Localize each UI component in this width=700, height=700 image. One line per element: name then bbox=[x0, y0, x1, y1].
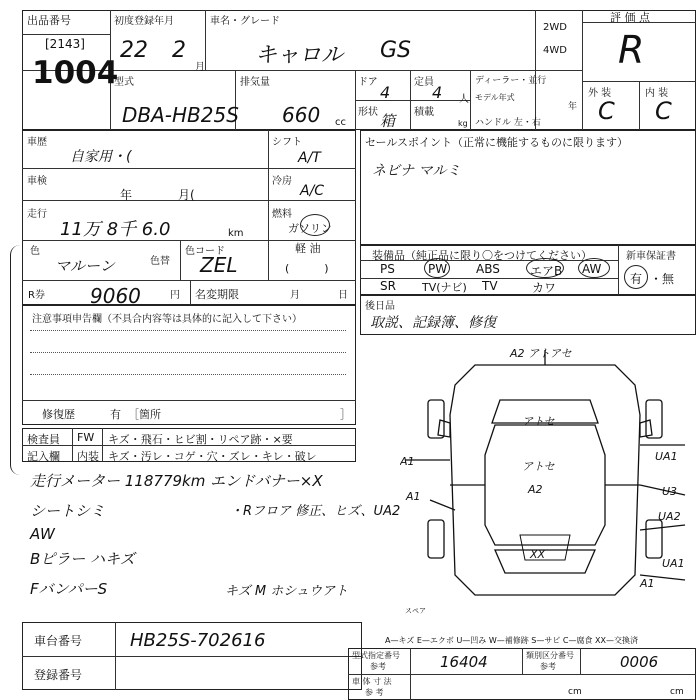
cc-unit: cc bbox=[335, 117, 346, 128]
load-label: 積載 bbox=[414, 107, 434, 118]
cm-unit-1: cm bbox=[568, 687, 582, 697]
type-label: 型式 bbox=[114, 77, 134, 88]
diagram-label-11: UA1 bbox=[662, 557, 685, 570]
repair-suffix: ［箇所 bbox=[128, 408, 161, 421]
fuel-label: 燃料 bbox=[272, 209, 292, 220]
equip-airbag: エアB bbox=[530, 264, 563, 278]
score: R bbox=[618, 28, 645, 72]
first-reg-year: 22 bbox=[120, 38, 148, 63]
category: 0006 bbox=[620, 653, 659, 671]
equip-sr: SR bbox=[380, 279, 396, 293]
wheel-fl bbox=[428, 400, 444, 438]
sales-point-label: セールスポイント（正常に機能するものに限ります） bbox=[365, 136, 629, 149]
inspection-year-unit: 年 bbox=[120, 188, 133, 202]
diagram-label-8: XX bbox=[530, 548, 546, 561]
displacement: 660 bbox=[282, 103, 321, 127]
interior-label: 内 装 bbox=[645, 88, 669, 99]
warranty-no: ・無 bbox=[650, 272, 675, 286]
equip-pw-circle bbox=[424, 258, 450, 278]
meigi-label: 名変期限 bbox=[195, 288, 239, 301]
damage-legend: A—キズ E—エクボ U—凹み W—補修跡 S—サビ C—腐食 XX—交換済 bbox=[385, 636, 639, 645]
kg-unit: kg bbox=[458, 119, 468, 128]
aftermarket-value: 取説、記録簿、修復 bbox=[370, 315, 496, 331]
fuel-gas-circle bbox=[300, 214, 330, 236]
shape: 箱 bbox=[380, 112, 396, 130]
color-value: マルーン bbox=[55, 257, 115, 275]
note-line-4: Bピラー ハキズ bbox=[30, 550, 135, 568]
grade: GS bbox=[380, 38, 412, 63]
repair-bracket-close: ］ bbox=[340, 408, 351, 421]
equip-ps: PS bbox=[380, 262, 395, 276]
first-reg-label: 初度登録年月 bbox=[114, 16, 174, 27]
model-designation: 16404 bbox=[440, 653, 488, 671]
ac-label: 冷房 bbox=[272, 176, 292, 187]
model-designation-sub: 参考 bbox=[370, 662, 386, 671]
warranty-circle bbox=[624, 265, 648, 289]
record-label: 記入欄 bbox=[27, 450, 60, 463]
warranty-label: 新車保証書 bbox=[626, 251, 676, 262]
roof-outline bbox=[485, 425, 605, 545]
note-line-5: FバンパーS bbox=[30, 580, 108, 598]
reg-label: 登録番号 bbox=[34, 668, 83, 682]
diagram-label-10: UA1 bbox=[655, 450, 678, 463]
equip-airbag-circle bbox=[526, 258, 564, 278]
wheel-rl bbox=[428, 520, 444, 558]
spare-label: スペア bbox=[405, 607, 426, 615]
history-value: 自家用・( bbox=[70, 149, 132, 165]
diagram-label-9: A1 bbox=[640, 577, 655, 590]
inspection-label: 車検 bbox=[27, 176, 47, 187]
recycle-label: R券 bbox=[28, 290, 45, 301]
yen-unit: 円 bbox=[170, 290, 180, 301]
km-unit: km bbox=[228, 228, 244, 239]
note-line-3: AW bbox=[30, 525, 55, 543]
legend-exterior: キズ・飛石・ヒビ割・リペア跡・×要 bbox=[108, 433, 293, 446]
cm-unit-2: cm bbox=[670, 687, 684, 697]
mileage-label: 走行 bbox=[27, 209, 47, 220]
model-designation-label: 型式指定番号 bbox=[352, 651, 400, 660]
chassis-value: HB25S-702616 bbox=[130, 630, 266, 651]
wheel-rr bbox=[646, 520, 662, 558]
chassis-label: 車台番号 bbox=[34, 634, 83, 648]
lot-number: 1004 bbox=[32, 55, 119, 91]
interior-grade: C bbox=[655, 97, 672, 125]
sales-point-value: ネビナ マルミ bbox=[372, 163, 461, 179]
diagram-label-5: A1 bbox=[406, 490, 421, 503]
wheel-fr bbox=[646, 400, 662, 438]
repair-label: 修復歴 bbox=[42, 408, 75, 421]
shift-label: シフト bbox=[272, 137, 302, 148]
diagram-label-0: A2 アトアセ bbox=[510, 347, 572, 360]
repaint-label: 色替 bbox=[150, 256, 170, 267]
color-label: 色 bbox=[30, 246, 40, 257]
color-code: ZEL bbox=[200, 253, 238, 277]
fw-label: FW bbox=[77, 431, 95, 444]
ref-label: 車 体 寸 法 bbox=[352, 677, 392, 686]
fuel-paren: ( ) bbox=[285, 262, 329, 275]
equip-abs: ABS bbox=[476, 262, 500, 276]
history-label: 車歴 bbox=[27, 137, 47, 148]
legend-interior: キズ・汚レ・コゲ・穴・ズレ・キレ・破レ bbox=[108, 450, 317, 463]
capacity: 4 bbox=[432, 83, 443, 102]
color-code-label: 色コード bbox=[185, 246, 225, 257]
bracket-line bbox=[10, 245, 21, 475]
equip-aw-circle bbox=[578, 258, 610, 278]
recycle-amount: 9060 bbox=[90, 284, 141, 308]
handle-label: ハンドル 左・右 bbox=[475, 118, 541, 128]
repair-value: 有 bbox=[110, 408, 121, 421]
equip-pw: PW bbox=[428, 262, 448, 276]
auction-code: [2143] bbox=[45, 37, 85, 51]
inspector-label: 検査員 bbox=[27, 433, 60, 446]
ac-value: A/C bbox=[300, 183, 325, 199]
dealer-label: ディーラー・並行 bbox=[475, 76, 547, 86]
year-unit: 年 bbox=[568, 102, 578, 112]
note-line-1: 走行メーター 118779km エンドバナー×X bbox=[30, 472, 323, 490]
shape-label: 形状 bbox=[358, 107, 378, 118]
aftermarket-label: 後日品 bbox=[365, 301, 395, 312]
note-line-5b: キズ M ホシュウアト bbox=[225, 584, 348, 599]
doors-label: ドア bbox=[358, 77, 378, 88]
inside-label: 内装 bbox=[77, 450, 99, 463]
notes-label: 注意事項申告欄（不具合内容等は具体的に記入して下さい） bbox=[32, 314, 302, 325]
car-diagram bbox=[400, 345, 690, 615]
score-label: 評 価 点 bbox=[610, 11, 650, 24]
equip-aw: AW bbox=[582, 262, 602, 276]
equipment-label: 装備品（純正品に限り〇をつけてください） bbox=[372, 249, 592, 262]
drive-2wd: 2WD bbox=[543, 22, 567, 33]
drive-4wd: 4WD bbox=[543, 45, 567, 56]
equip-leather: カワ bbox=[532, 281, 557, 295]
diagram-label-3: アトセ bbox=[522, 460, 555, 473]
inspection-month-unit: 月( bbox=[178, 188, 195, 202]
fuel-gas: ガソリン bbox=[288, 222, 332, 235]
capacity-label: 定員 bbox=[414, 77, 434, 88]
diagram-label-2: A1 bbox=[400, 455, 415, 468]
category-label: 類別区分番号 bbox=[526, 651, 574, 660]
exterior-grade: C bbox=[598, 97, 615, 125]
diagram-label-4: A2 bbox=[528, 483, 543, 496]
car-name-label: 車名・グレード bbox=[210, 16, 280, 27]
diagram-label-1: アトセ bbox=[522, 415, 555, 428]
shift-value: A/T bbox=[298, 150, 321, 166]
warranty-yes: 有 bbox=[630, 272, 643, 286]
meigi-month: 月 bbox=[290, 290, 300, 301]
first-reg-month: 2 bbox=[172, 38, 186, 63]
month-unit: 月 bbox=[195, 62, 205, 73]
note-line-2: シートシミ bbox=[30, 502, 106, 520]
equip-navi: TV(ナビ) bbox=[422, 281, 467, 294]
model-code: DBA-HB25S bbox=[122, 103, 239, 127]
fuel-diesel: 軽 油 bbox=[295, 242, 321, 255]
displacement-label: 排気量 bbox=[240, 77, 270, 88]
lot-label: 出品番号 bbox=[27, 14, 71, 27]
doors: 4 bbox=[380, 83, 391, 102]
car-name: キャロル bbox=[255, 43, 344, 68]
exterior-label: 外 装 bbox=[588, 88, 612, 99]
equip-tv: TV bbox=[482, 279, 498, 293]
category-sub: 参考 bbox=[540, 662, 556, 671]
meigi-day: 日 bbox=[338, 290, 348, 301]
persons-unit: 人 bbox=[459, 94, 469, 105]
diagram-label-7: UA2 bbox=[658, 510, 681, 523]
ref-sub: 参 考 bbox=[365, 688, 384, 697]
note-line-2b: ・Rフロア 修正、ヒズ、UA2 bbox=[230, 504, 401, 519]
mileage-value: 11万 8千 6.0 bbox=[60, 219, 171, 240]
model-year-label: モデル年式 bbox=[475, 93, 515, 102]
diagram-label-6: U3 bbox=[662, 485, 678, 498]
